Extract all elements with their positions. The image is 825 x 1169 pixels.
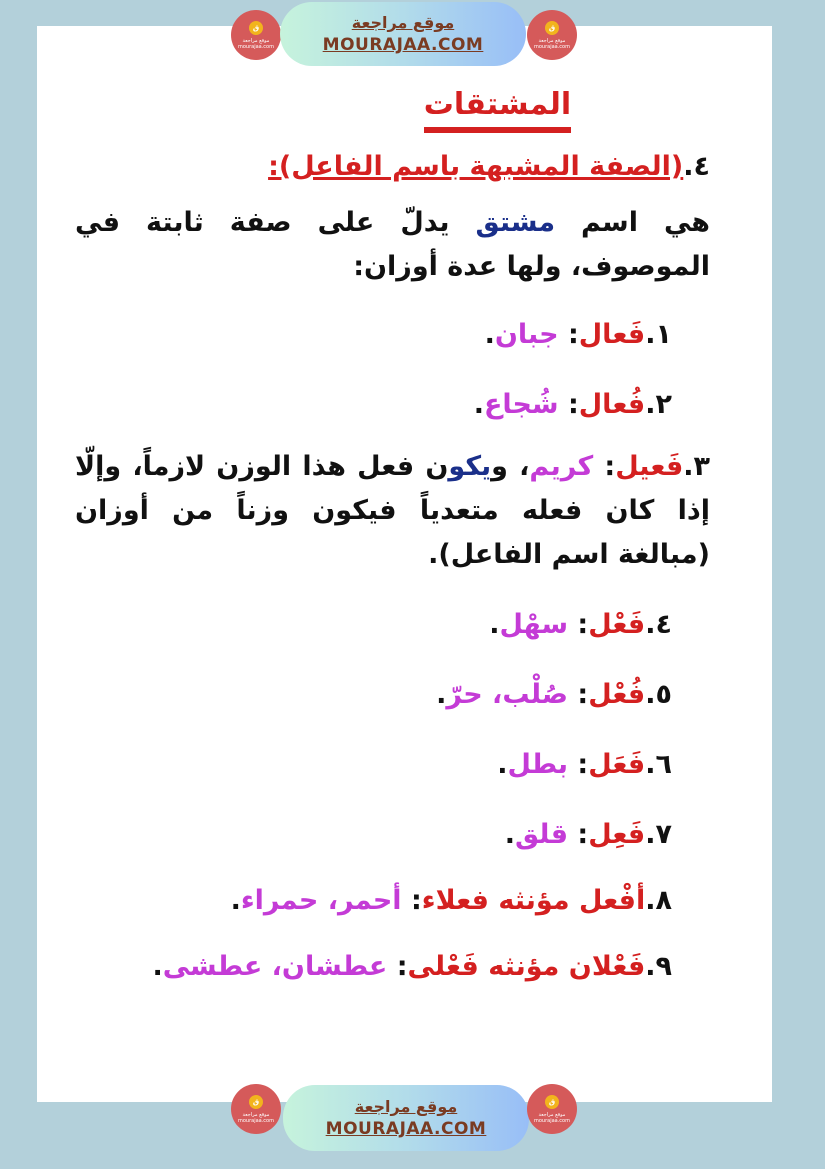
item-example: جبان: [494, 319, 559, 350]
site-name-arabic[interactable]: موقع مراجعة: [351, 13, 455, 32]
item-example: سهْل: [499, 609, 569, 640]
site-logo-bottom-left[interactable]: [231, 1084, 281, 1134]
item-pattern: فُعْل: [588, 679, 646, 710]
item-example: كريم: [529, 451, 594, 482]
book-icon: ق: [249, 1095, 263, 1109]
item-example: أحمر، حمراء: [240, 885, 402, 916]
item-end: .: [436, 679, 447, 710]
item-pattern: أفْعل مؤنثه فعلاء: [421, 885, 646, 916]
definition-text: هي اسم: [555, 207, 710, 238]
list-item: [75, 673, 710, 717]
item-end: .: [230, 885, 241, 916]
item-separator: :: [568, 749, 589, 780]
item-example: بطل: [507, 749, 569, 780]
item-number: ٣.: [683, 451, 710, 482]
book-icon: ق: [249, 21, 263, 35]
item-pattern: فَعَل: [588, 749, 646, 780]
section-number: ٤.: [683, 151, 710, 182]
item-end: .: [152, 951, 163, 982]
item-end: .: [489, 609, 500, 640]
document-content: [75, 85, 710, 989]
item-separator: :: [568, 609, 589, 640]
item-example: صُلْب، حرّ: [446, 679, 569, 710]
item-separator: :: [558, 319, 579, 350]
item-separator: :: [568, 679, 589, 710]
item-pattern: فَعْلان مؤنثه فَعْلى: [407, 951, 646, 982]
item-number: ٨.: [645, 885, 672, 916]
item-separator: :: [401, 885, 422, 916]
site-logo-top-right[interactable]: [527, 10, 577, 60]
item-pattern: فَعْل: [588, 609, 646, 640]
item-number: ٢.: [645, 389, 672, 420]
item-end: .: [484, 319, 495, 350]
item-separator: :: [558, 389, 579, 420]
site-banner-bottom[interactable]: [283, 1085, 529, 1151]
definition-highlight: مشتق: [475, 207, 556, 238]
book-icon: ق: [545, 21, 559, 35]
item-text-highlight: يكو: [448, 451, 492, 482]
item-number: ٦.: [645, 749, 672, 780]
logo-caption: موقع مراجعة mourajaa.com: [237, 37, 274, 50]
item-end: .: [504, 819, 515, 850]
item-end: .: [473, 389, 484, 420]
definition-paragraph: [75, 201, 710, 289]
item-example: قلق: [514, 819, 569, 850]
section-title: (الصفة المشبهة باسم الفاعل):: [268, 151, 684, 182]
site-banner-top[interactable]: [280, 2, 526, 66]
section-heading: [75, 147, 710, 187]
item-example: شُجاع: [483, 389, 559, 420]
item-separator: :: [568, 819, 589, 850]
list-item: [75, 445, 710, 577]
item-end: .: [497, 749, 508, 780]
item-number: ٩.: [645, 951, 672, 982]
item-pattern: فَعِل: [588, 819, 646, 850]
list-item: [75, 945, 710, 989]
site-name-link[interactable]: MOURAJAA.COM: [325, 1119, 487, 1139]
item-pattern: فَعيل: [615, 451, 684, 482]
item-text: ن فعل هذا الوزن لازماً، وإلّا إذا كان فعله متعدياً فيكون وزناً من أوزان (مبالغة اسم الفاعل).: [75, 451, 710, 570]
list-item: [75, 603, 710, 647]
item-text: ، و: [491, 451, 530, 482]
logo-caption: موقع مراجعة mourajaa.com: [533, 37, 570, 50]
site-name-link[interactable]: MOURAJAA.COM: [322, 35, 484, 55]
list-item: [75, 879, 710, 923]
definition-text: يدلّ على صفة ثابتة في الموصوف، ولها عدة أوزان:: [75, 207, 710, 282]
logo-caption: موقع مراجعة mourajaa.com: [533, 1111, 570, 1124]
item-number: ٤.: [645, 609, 672, 640]
title-text: المشتقات: [424, 85, 571, 133]
item-separator: :: [387, 951, 408, 982]
item-separator: :: [593, 451, 616, 482]
list-item: [75, 743, 710, 787]
list-item: [75, 813, 710, 857]
page-title: [75, 85, 710, 133]
site-logo-top-left[interactable]: [231, 10, 281, 60]
item-pattern: فُعال: [578, 389, 646, 420]
book-icon: ق: [545, 1095, 559, 1109]
item-example: عطشان، عطشى: [162, 951, 388, 982]
item-pattern: فَعال: [578, 319, 646, 350]
list-item: [75, 383, 710, 427]
item-number: ١.: [645, 319, 672, 350]
site-name-arabic[interactable]: موقع مراجعة: [354, 1097, 458, 1116]
item-number: ٧.: [645, 819, 672, 850]
logo-caption: موقع مراجعة mourajaa.com: [237, 1111, 274, 1124]
site-logo-bottom-right[interactable]: [527, 1084, 577, 1134]
item-number: ٥.: [645, 679, 672, 710]
list-item: [75, 313, 710, 357]
